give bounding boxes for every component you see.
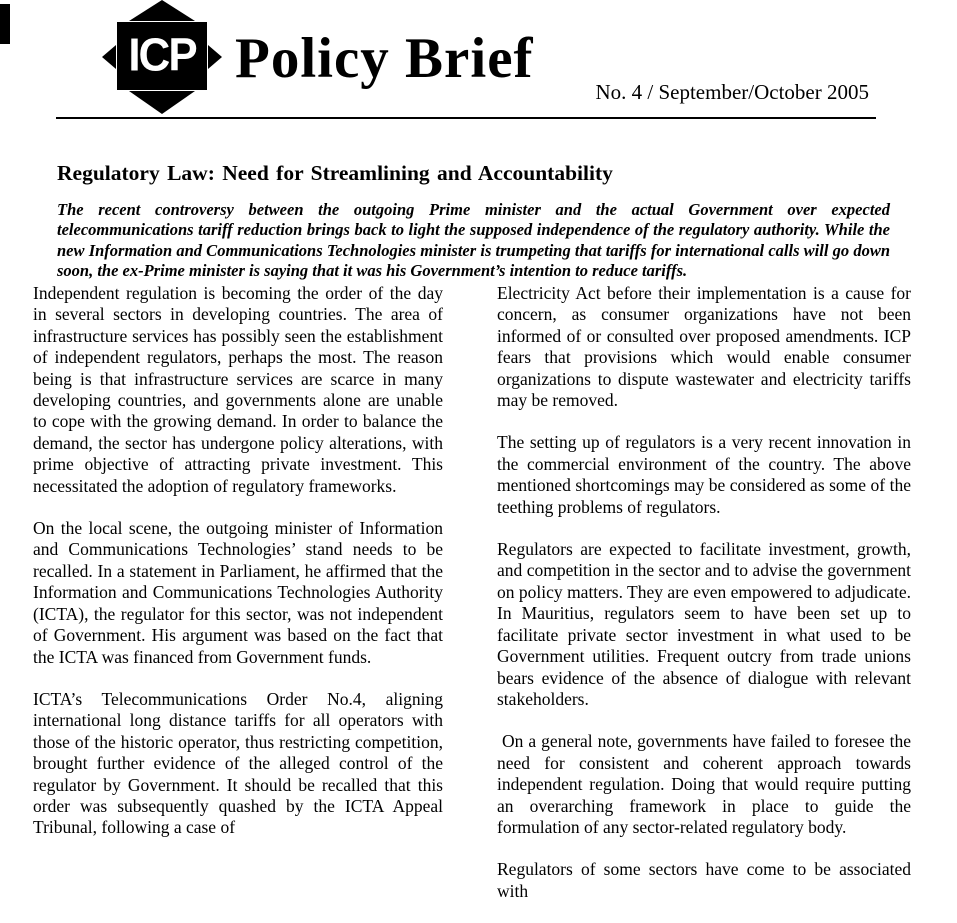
masthead-rule	[56, 117, 876, 119]
left-column	[33, 283, 443, 860]
right-paragraph-2: The setting up of regulators is a very recent innovation in the commercial environment of the country. The above mentioned shortcomings may be considered as some of the teething problems of regulators.	[497, 432, 911, 517]
logo-square	[117, 22, 207, 90]
right-paragraph-5-clipped: Regulators of some sectors have come to be associated with	[497, 859, 911, 901]
right-column	[497, 283, 911, 923]
logo-arrow-right-icon	[208, 45, 222, 69]
logo-arrow-left-icon	[102, 45, 116, 69]
right-paragraph-1: Electricity Act before their implementation is a cause for concern, as consumer organizations have not been informed of or consulted over proposed amendments. ICP fears that provisions which would enable consumer organizations to dispute wastewater and electricity tariffs may be removed.	[497, 283, 911, 411]
right-paragraph-3: Regulators are expected to facilitate investment, growth, and competition in the sector and to advise the government on policy matters. They are even empowered to adjudicate. In Mauritius, regulators seem to have been set up to facilitate private sector investment in what used to be Government utilities. Frequent outcry from trade unions bears evidence of the absence of dialogue with relevant stakeholders.	[497, 539, 911, 709]
publication-title: Policy Brief	[235, 27, 534, 90]
issue-number-date: No. 4 / September/October 2005	[595, 80, 869, 104]
icp-logo	[100, 0, 228, 116]
logo-arrow-up-icon	[129, 0, 195, 21]
right-paragraph-4: On a general note, governments have failed to foresee the need for consistent and coherent approach towards independent regulation. Doing that would require putting an overarching framework in place to guide the formulation of any sector-related regulatory body.	[497, 731, 911, 837]
left-paragraph-3: ICTA’s Telecommunications Order No.4, aligning international long distance tariffs for all operators with those of the historic operator, thus restricting competition, brought further evidence of the alleged control of the regulator by Government. It should be recalled that this order was subsequently quashed by the ICTA Appeal Tribunal, following a case of	[33, 688, 443, 838]
masthead	[0, 0, 957, 118]
logo-text: ICP	[128, 29, 196, 82]
left-paragraph-2: On the local scene, the outgoing minister of Information and Communications Technologies’ stand needs to be recalled. In a statement in Parliament, he affirmed that the Information and Communications Technologies Authority (ICTA), the regulator for this sector, was not independent of Government. His argument was based on the fact that the ICTA was financed from Government funds.	[33, 518, 443, 667]
article-standfirst: The recent controversy between the outgoing Prime minister and the actual Government over expected telecommunications tariff reduction brings back to light the supposed independence of the regulatory authority. While the new Information and Communications Technologies minister is trumpeting that tariffs for international calls will go down soon, the ex-Prime minister is saying that it was his Government’s intention to reduce tariffs.	[57, 199, 890, 280]
article-headline: Regulatory Law: Need for Streamlining and Accountability	[57, 161, 613, 186]
left-paragraph-1: Independent regulation is becoming the order of the day in several sectors in developing countries. The area of infrastructure services has possibly seen the establishment of independent regulators, perhaps the most. The reason being is that infrastructure services are scarce in many developing countries, and governments alone are unable to cope with the growing demand. In order to balance the demand, the sector has undergone policy alterations, with prime objective of attracting private investment. This necessitated the adoption of regulatory frameworks.	[33, 283, 443, 496]
logo-arrow-down-icon	[129, 91, 195, 114]
